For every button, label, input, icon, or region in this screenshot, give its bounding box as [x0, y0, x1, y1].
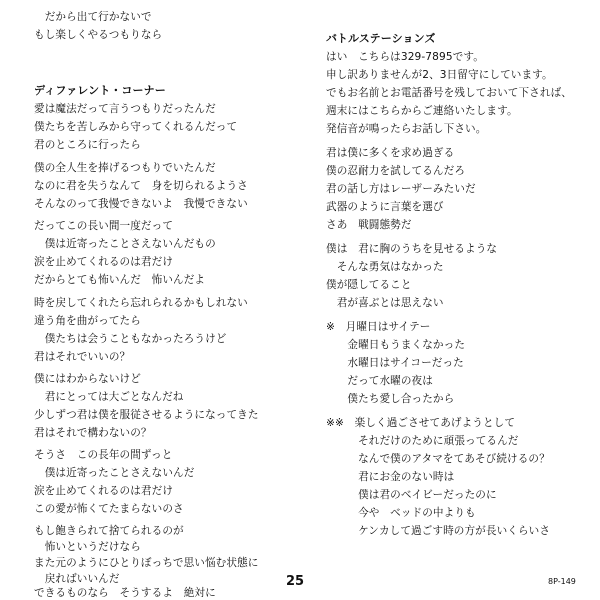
lyric-line: 僕たちは会うこともなかったろうけど: [34, 333, 227, 345]
lyric-line: 今や ベッドの中よりも: [326, 507, 476, 519]
lyric-line: 僕は君のベイビーだったのに: [326, 489, 497, 501]
lyric-line: 僕たち愛し合ったから: [326, 393, 455, 405]
lyric-line: 僕たちを苦しみから守ってくれるんだって: [34, 121, 238, 133]
lyric-line: 君にとっては大ごとなんだね: [34, 391, 184, 403]
lyric-line: 君が喜ぶとは思えない: [326, 297, 444, 309]
lyric-line: 金曜日もうまくなかった: [326, 339, 466, 351]
lyric-line: そうさ この長年の間ずっと: [34, 449, 173, 461]
lyric-line: もし飽きられて捨てられるのが: [34, 525, 184, 537]
lyric-line: 僕は 君に胸のうちを見せるような: [326, 243, 498, 255]
lyric-line: 涙を止めてくれるのは君だけ: [34, 256, 174, 268]
catalog-code: 8P-149: [548, 577, 576, 586]
lyric-line: 戻ればいいんだ: [34, 573, 120, 585]
song-title-different-corner: ディファレント・コーナー: [34, 84, 166, 97]
lyric-line: 僕の全人生を捧げるつもりでいたんだ: [34, 162, 216, 174]
lyric-line: そんなのって我慢できないよ 我慢できない: [34, 198, 248, 210]
lyric-line: 違う角を曲がってたら: [34, 315, 141, 327]
lyric-line: だからとても怖いんだ 怖いんだよ: [34, 274, 206, 286]
song-title-battlestations: バトルステーションズ: [326, 32, 436, 45]
lyric-line: ※※ 楽しく過ごさせてあげようとして: [326, 417, 516, 429]
lyric-line: 水曜日はサイコーだった: [326, 357, 464, 369]
lyric-line: 愛は魔法だって言うつもりだったんだ: [34, 103, 216, 115]
lyric-line: また元のようにひとりぼっちで思い悩む状態に: [34, 557, 259, 569]
lyric-line: 涙を止めてくれるのは君だけ: [34, 485, 174, 497]
page-number: 25: [286, 574, 305, 589]
lyric-line: ※ 月曜日はサイテー: [326, 321, 431, 333]
lyric-line: 週末にはこちらからご連絡いたします。: [326, 105, 518, 117]
lyric-line: 時を戻してくれたら忘れられるかもしれない: [34, 297, 248, 309]
lyric-line: はい こちらは329-7895です。: [326, 51, 484, 63]
lyric-line: だから出て行かないで: [34, 11, 152, 23]
lyric-line: そんな勇気はなかった: [326, 261, 444, 273]
lyric-line: 申し訳ありませんが2、3日留守にしています。: [326, 69, 553, 81]
lyric-line: 発信音が鳴ったらお話し下さい。: [326, 123, 487, 135]
lyric-line: 君は僕に多くを求め過ぎる: [326, 147, 455, 159]
lyric-line: 君はそれでいいの？: [34, 351, 131, 363]
lyric-line: 君はそれで構わないの？: [34, 427, 152, 439]
lyric-line: 君のところに行ったら: [34, 139, 141, 151]
lyric-line: 怖いというだけなら: [34, 541, 141, 553]
lyric-line: 少しずつ君は僕を服従させるようになってきた: [34, 409, 259, 421]
lyric-line: それだけのために頑張ってるんだ: [326, 435, 519, 447]
lyric-line: さあ 戦闘態勢だ: [326, 219, 412, 231]
lyric-line: ケンカして過ごす時の方が長いくらいさ: [326, 525, 551, 537]
lyric-line: 僕が隠してること: [326, 279, 412, 291]
lyric-line: 武器のように言葉を選び: [326, 201, 444, 213]
lyric-line: 僕は近寄ったことさえないんだもの: [34, 238, 216, 250]
lyric-line: でもお名前とお電話番号を残しておいて下されば、: [326, 87, 572, 99]
lyric-line: 僕にはわからないけど: [34, 373, 141, 385]
lyric-line: なんで僕のアタマをてあそび続けるの？: [326, 453, 550, 465]
lyric-line: この愛が怖くてたまらないのさ: [34, 503, 184, 515]
lyric-line: できるものなら そうするよ 絶対に: [34, 587, 216, 599]
lyric-line: 僕は近寄ったことさえないんだ: [34, 467, 195, 479]
lyric-line: 君にお金のない時は: [326, 471, 455, 483]
lyric-line: 君の話し方はレーザーみたいだ: [326, 183, 476, 195]
lyric-line: なのに君を失うなんて 身を切られるようさ: [34, 180, 248, 192]
lyric-line: だってこの長い間一度だって: [34, 220, 174, 232]
lyric-line: 僕の忍耐力を試してるんだろ: [326, 165, 466, 177]
lyric-line: もし楽しくやるつもりなら: [34, 29, 163, 41]
lyric-line: だって水曜の夜は: [326, 375, 433, 387]
